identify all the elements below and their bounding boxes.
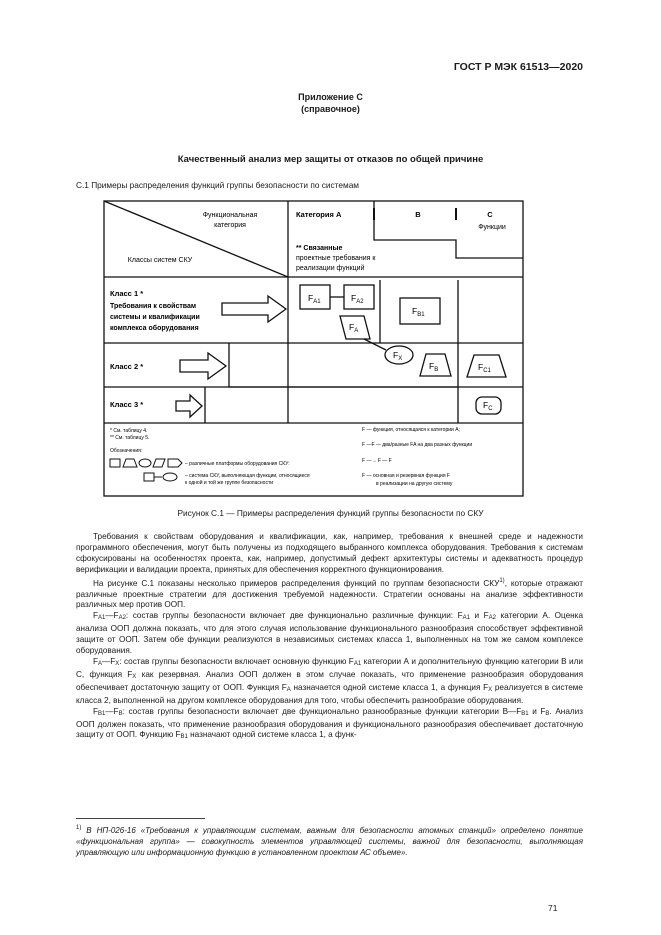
fx-label: $F_X$ bbox=[393, 350, 403, 362]
legend-shapes-icon bbox=[110, 459, 182, 467]
class1-label: Класс 1 * bbox=[110, 289, 144, 298]
paragraph-3: $F_{A1}—F_{A2}$: состав группы безопасности включает две функционально различные функции: $F_{A1}$ и $F_{A2}$ категории А. Оценка анализа ООП должна показать, что для этого случая использование функционального разнообразия способствует эффективной защите от ООП. Затем обе функции реализуются в независимых системах класса 1, выполненных на том же самом комплексе оборудования. bbox=[76, 611, 583, 656]
figure-caption: Рисунок С.1 — Примеры распределения функций группы безопасности по СКУ bbox=[177, 508, 484, 518]
paragraph-1: Требования к свойствам оборудования и квалификации, как, например, требования к внешней среде и надежности программного обеспечения, могут быть получены из подходящего выбранного комплекса оборудования. Требования к системам сфокусированы на особенностях проекта, как, например, допустимый дефект архитектуры системы и адекватность процедур верификации и валидации проекта, принятых для обеспечения корректного функционирования. bbox=[76, 532, 583, 574]
category-b-label: B bbox=[415, 210, 421, 219]
paragraph-5: $F_{B1}—F_B$: состав группы безопасности включает две функционально разнообразные функции категории $В—F_{B1}$ и $F_B$. Анализ ООП должен показать, что применение разнообразия оборудования и функционального разнообразия обеспечивает достаточную защиту от ООП. Функцию $F_{B1}$ назначают одной системе класса 1, а функ- bbox=[76, 706, 583, 741]
legend-right-1: F — функция, относящаяся к категории А; bbox=[362, 427, 460, 433]
body-text bbox=[76, 532, 583, 743]
class1-req-2: системы и квалификации bbox=[110, 314, 200, 321]
linked-req-1: ** Связанные bbox=[296, 245, 343, 252]
corner-label-top: Функциональная bbox=[202, 212, 258, 219]
fb1-label: $F_{B1}$ bbox=[412, 306, 425, 318]
legend-right-3: F —→ F — F bbox=[362, 458, 392, 464]
corner-label-top-2: категория bbox=[214, 222, 246, 229]
legend-note-2: ** См. таблицу 5. bbox=[110, 435, 150, 441]
subsection-title: С.1 Примеры распределения функций группы безопасности по системам bbox=[76, 180, 360, 190]
fb-label: $F_B$ bbox=[429, 361, 439, 373]
paragraph-4: $F_A—F_X$: состав группы безопасности включает основную функцию $F_{A1}$ категории А и дополнительную функцию категории В или С, функция $F_X$ как резервная. Анализ ООП должен в этом случае показать, что применение разнообразия оборудования обеспечивает достаточную защиту от ООП. Функция $F_A$ назначается одной системе класса 1, а функция $F_X$ реализуется в системе класса 2, выполненной на другом комплексе оборудования для того, чтобы обеспечить разнообразие оборудования. bbox=[76, 656, 584, 705]
fc-label: $F_C$ bbox=[483, 400, 493, 412]
category-c-sublabel: Функции bbox=[478, 224, 506, 231]
appendix-title: Приложение С bbox=[298, 92, 363, 102]
legend-right-4: F — основная и резервная функция F bbox=[362, 473, 450, 479]
fa1-box bbox=[300, 285, 330, 309]
fa2-box bbox=[344, 285, 374, 309]
legend-set-text-2: к одной и той же группе безопасности bbox=[185, 480, 274, 486]
class3-label: Класс 3 * bbox=[110, 400, 144, 409]
corner-label-bottom: Классы систем СКУ bbox=[127, 257, 193, 264]
class3-arrow-icon bbox=[176, 395, 202, 417]
page-number: 71 bbox=[548, 903, 558, 913]
footnote-number: 1) bbox=[76, 825, 82, 831]
footnote-text: В НП-026-16 «Требования к управляющим системам, важным для безопасности атомных станций» определено понятие «функциональная группа» — совокупность элементов управляющей системы, важной для безопасности, выполняющая управляющую или информационную функцию в установленном проектом АС объеме». bbox=[76, 826, 583, 857]
footnote bbox=[76, 823, 583, 858]
paragraph-2: На рисунке С.1 показаны несколько примеров распределения функций по группам безопасности СКУ$^{1)}$, которые отражают различные проектные стратегии для достижения требуемой надежности. Стратегии основаны на анализе эффективности различных мер против ООП. bbox=[76, 577, 584, 610]
fa2-label: $F_{A2}$ bbox=[351, 293, 364, 305]
fc1-label: $F_{C1}$ bbox=[478, 362, 491, 374]
legend-set-icon bbox=[144, 473, 177, 481]
class1-req-3: комплекса оборудования bbox=[110, 325, 199, 332]
appendix-note: (справочное) bbox=[301, 104, 360, 114]
category-a-label: Категория А bbox=[296, 210, 342, 219]
linked-req-3: реализации функций bbox=[296, 265, 365, 272]
fa-label: $F_A$ bbox=[349, 322, 359, 334]
legend-notation: Обозначения: bbox=[110, 448, 143, 454]
legend-right-5: в реализации на другую систему bbox=[376, 481, 453, 487]
standard-designation: ГОСТ Р МЭК 61513—2020 bbox=[453, 61, 583, 73]
fa1-label: $F_{A1}$ bbox=[308, 293, 321, 305]
class1-arrow-icon bbox=[222, 296, 286, 322]
legend-shapes-text: – различные платформы оборудования СКУ: bbox=[185, 461, 290, 467]
legend-right-2: F —F — два/разные FA на два разных функции bbox=[362, 442, 473, 448]
class2-label: Класс 2 * bbox=[110, 362, 144, 371]
class1-req-1: Требования к свойствам bbox=[110, 303, 197, 310]
class2-arrow-icon bbox=[180, 353, 226, 379]
fb1-box bbox=[400, 298, 440, 324]
corner-diagonal bbox=[104, 201, 288, 277]
linked-req-2: проектные требования к bbox=[296, 255, 376, 262]
section-title: Качественный анализ мер защиты от отказов по общей причине bbox=[177, 154, 484, 165]
legend-set-text-1: – система СКУ, выполняющая функции, относящиеся bbox=[185, 473, 310, 479]
category-c-label: C bbox=[487, 210, 493, 219]
legend-note-1: * См. таблицу 4. bbox=[110, 428, 148, 434]
footnote-separator bbox=[76, 818, 205, 819]
